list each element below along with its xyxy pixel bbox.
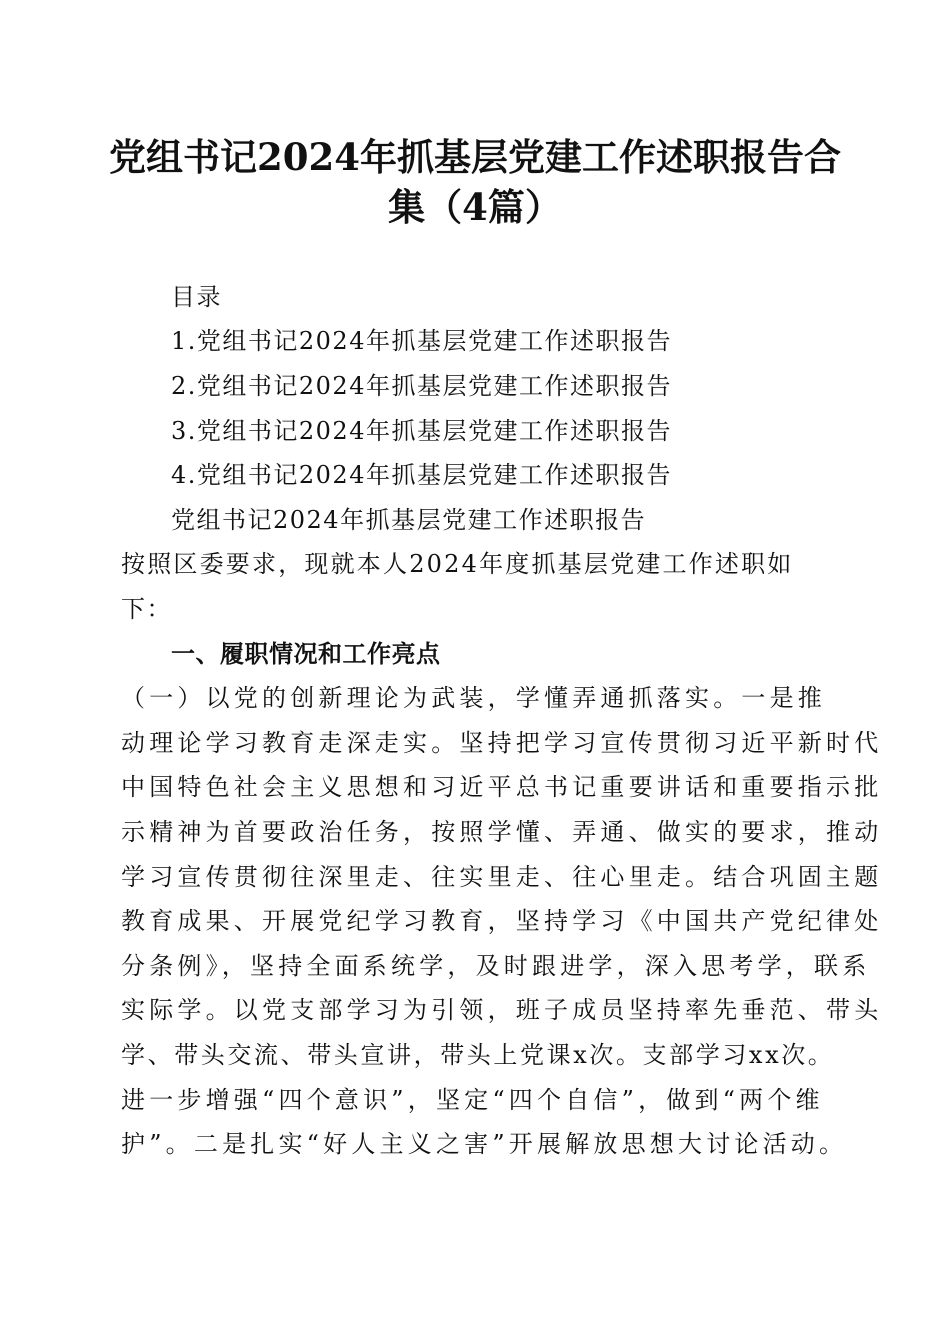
paragraph-1-line-10: 进一步增强“四个意识”，坚定“四个自信”，做到“两个维 [121, 1086, 824, 1114]
paragraph-1-line-11: 护”。二是扎实“好人主义之害”开展解放思想大讨论活动。 [121, 1130, 848, 1158]
paragraph-1-line-5: 学习宣传贯彻往深里走、往实里走、往心里走。结合巩固主题 [121, 863, 883, 891]
report-title: 党组书记2024年抓基层党建工作述职报告 [171, 506, 647, 534]
paragraph-1-line-3: 中国特色社会主义思想和习近平总书记重要讲话和重要指示批 [121, 773, 883, 801]
title-line-1: 党组书记2024年抓基层党建工作述职报告合 [109, 135, 841, 179]
paragraph-1-line-8: 实际学。以党支部学习为引领，班子成员坚持率先垂范、带头 [121, 996, 883, 1024]
section-1-heading: 一、履职情况和工作亮点 [171, 640, 441, 668]
paragraph-1-line-1: （一）以党的创新理论为武装，学懂弄通抓落实。一是推 [121, 684, 826, 712]
title-line-2: 集（4篇） [388, 185, 562, 229]
intro-line-2: 下： [121, 595, 172, 623]
paragraph-1-line-7: 分条例》，坚持全面系统学，及时跟进学，深入思考学，联系 [121, 952, 871, 980]
intro-line-1: 按照区委要求，现就本人2024年度抓基层党建工作述职如 [121, 550, 794, 578]
toc-item-1: 1.党组书记2024年抓基层党建工作述职报告 [171, 327, 672, 355]
document-title [100, 132, 850, 232]
paragraph-1-line-6: 教育成果、开展党纪学习教育，坚持学习《中国共产党纪律处 [121, 907, 883, 935]
toc-item-3: 3.党组书记2024年抓基层党建工作述职报告 [171, 417, 672, 445]
paragraph-1-line-9: 学、带头交流、带头宣讲，带头上党课x次。支部学习xx次。 [121, 1041, 835, 1069]
paragraph-1-line-2: 动理论学习教育走深走实。坚持把学习宣传贯彻习近平新时代 [121, 729, 883, 757]
toc-item-2: 2.党组书记2024年抓基层党建工作述职报告 [171, 372, 672, 400]
paragraph-1-line-4: 示精神为首要政治任务，按照学懂、弄通、做实的要求，推动 [121, 818, 883, 846]
toc-heading: 目录 [171, 283, 222, 311]
toc-item-4: 4.党组书记2024年抓基层党建工作述职报告 [171, 461, 672, 489]
